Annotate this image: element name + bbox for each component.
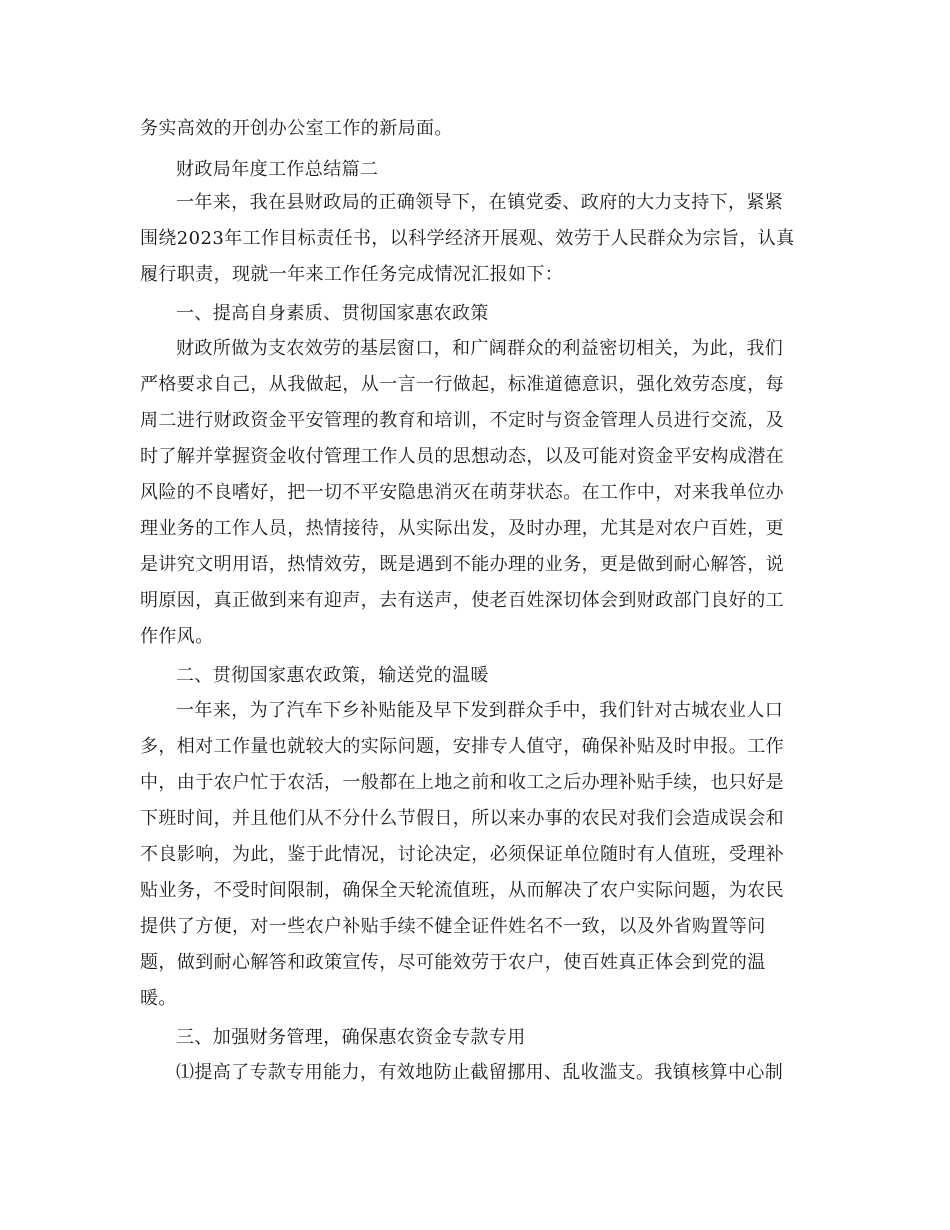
paragraph-line: 暖。 xyxy=(140,988,177,1009)
paragraph-line: 提供了方便，对一些农户补贴手续不健全证件姓名不一致，以及外省购置等问 xyxy=(140,916,766,937)
paragraph-line: 多，相对工作量也就较大的实际问题，安排专人值守，确保补贴及时申报。工作 xyxy=(140,736,784,757)
paragraph-line: 题，做到耐心解答和政策宣传，尽可能效劳于农户，使百姓真正体会到党的温 xyxy=(140,952,766,973)
paragraph-line: 周二进行财政资金平安管理的教育和培训，不定时与资金管理人员进行交流，及 xyxy=(140,410,784,431)
paragraph-line: 一年来，为了汽车下乡补贴能及早下发到群众手中，我们针对古城农业人口 xyxy=(176,700,784,721)
paragraph-line: 风险的不良嗜好，把一切不平安隐患消灭在萌芽状态。在工作中，对来我单位办 xyxy=(140,482,784,503)
paragraph-line: 是讲究文明用语，热情效劳，既是遇到不能办理的业务，更是做到耐心解答，说 xyxy=(140,554,784,575)
heading-line: 一、提高自身素质、贯彻国家惠农政策 xyxy=(176,303,489,324)
paragraph-line: 下班时间，并且他们从不分什么节假日，所以来办事的农民对我们会造成误会和 xyxy=(140,808,784,829)
paragraph-line: 围绕2023年工作目标责任书，以科学经济开展观、效劳于人民群众为宗旨，认真 xyxy=(140,228,795,249)
paragraph-line: 时了解并掌握资金收付管理工作人员的思想动态，以及可能对资金平安构成潜在 xyxy=(140,446,784,467)
heading-line: 三、加强财务管理，确保惠农资金专款专用 xyxy=(176,1027,526,1048)
paragraph-line: 贴业务，不受时间限制，确保全天轮流值班，从而解决了农户实际问题，为农民 xyxy=(140,880,784,901)
paragraph-line: 财政所做为支农效劳的基层窗口，和广阔群众的利益密切相关，为此，我们 xyxy=(176,338,784,359)
paragraph-line: 明原因，真正做到来有迎声，去有送声，使老百姓深切体会到财政部门良好的工 xyxy=(140,590,784,611)
paragraph-line: 不良影响，为此，鉴于此情况，讨论决定，必须保证单位随时有人值班，受理补 xyxy=(140,844,784,865)
paragraph-line: ⑴提高了专款专用能力，有效地防止截留挪用、乱收滥支。我镇核算中心制 xyxy=(176,1062,784,1083)
paragraph-line: 一年来，我在县财政局的正确领导下，在镇党委、政府的大力支持下，紧紧 xyxy=(176,192,784,213)
section-title: 财政局年度工作总结篇二 xyxy=(176,159,379,180)
text-line: 务实高效的开创办公室工作的新局面。 xyxy=(140,118,453,139)
paragraph-line: 中，由于农户忙于农活，一般都在上地之前和收工之后办理补贴手续，也只好是 xyxy=(140,772,784,793)
paragraph-line: 作作风。 xyxy=(140,626,214,647)
paragraph-line: 严格要求自己，从我做起，从一言一行做起，标准道德意识，强化效劳态度，每 xyxy=(140,374,784,395)
paragraph-line: 理业务的工作人员，热情接待，从实际出发，及时办理，尤其是对农户百姓，更 xyxy=(140,518,784,539)
paragraph-line: 履行职责，现就一年来工作任务完成情况汇报如下： xyxy=(140,264,564,285)
heading-line: 二、贯彻国家惠农政策，输送党的温暖 xyxy=(176,665,489,686)
